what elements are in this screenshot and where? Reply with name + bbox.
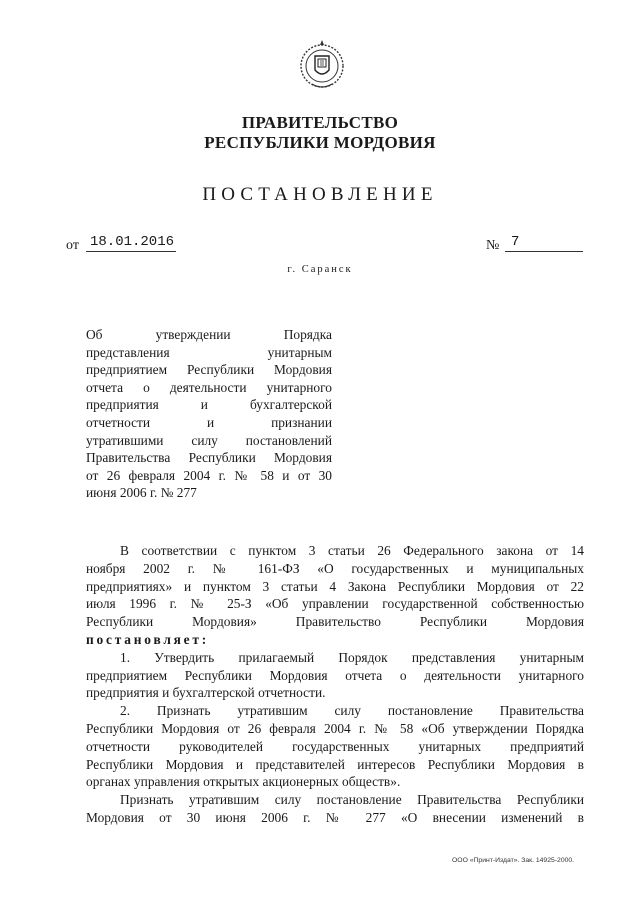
subject-block	[86, 326, 332, 502]
subject-line: утратившими силу постановлений	[86, 432, 332, 448]
subject-line: Об утверждении Порядка	[86, 327, 332, 342]
item-line: Республики Мордовия и представителей интересов Республики Мордовия в	[86, 756, 584, 772]
subject-line: отчета о деятельности унитарного	[86, 379, 332, 395]
item-line: предприятия и бухгалтерской отчетности.	[86, 685, 326, 701]
item-line: предприятием Республики Мордовия отчета о деятельности унитарного	[86, 667, 584, 683]
item-line: Республики Мордовия от 26 февраля 2004 г. № 58 «Об утверждении Порядка	[86, 720, 584, 736]
document-type-title: ПОСТАНОВЛЕНИЕ	[202, 184, 438, 205]
printer-mark: ООО «Принт-Издат». Зак. 14925-2000.	[452, 857, 575, 864]
item-line: 2. Признать утратившим силу постановление Правительства	[120, 703, 584, 719]
subject-line: отчетности и признании	[86, 414, 332, 430]
number-value: 7	[505, 233, 583, 252]
number-label: №	[486, 238, 500, 253]
item-line: Признать утратившим силу постановление Правительства Республики	[120, 792, 584, 808]
item-line: органах управления открытых акционерных обществ».	[86, 774, 401, 790]
paragraph-line: Республики Мордовия» Правительство Республики Мордовия	[86, 614, 584, 630]
paragraph-line: ноября 2002 г. № 161-ФЗ «О государственных и муниципальных	[86, 560, 584, 576]
date-label: от	[66, 238, 79, 253]
coat-of-arms-emblem	[298, 38, 346, 92]
paragraph-line: В соответствии с пунктом 3 статьи 26 Федерального закона от 14	[120, 543, 584, 558]
subject-line: Правительства Республики Мордовия	[86, 450, 332, 466]
subject-line: от 26 февраля 2004 г. № 58 и от 30	[86, 467, 332, 483]
government-title-line2: РЕСПУБЛИКИ МОРДОВИЯ	[204, 133, 436, 152]
body-text	[86, 542, 584, 827]
paragraph-line: предприятиях» и пунктом 3 статьи 4 Закона Республики Мордовия от 22	[86, 578, 584, 594]
date-value: 18.01.2016	[86, 233, 176, 252]
subject-line: июня 2006 г. № 277	[86, 485, 197, 501]
paragraph-line: июля 1996 г. № 25-З «Об управлении государственной собственностью	[86, 596, 584, 612]
item-line: отчетности руководителей государственных унитарных предприятий	[86, 738, 584, 754]
subject-line: представления унитарным	[86, 344, 332, 360]
item-line: Мордовия от 30 июня 2006 г. № 277 «О внесении изменений в	[86, 809, 584, 825]
subject-line: предприятия и бухгалтерской	[86, 397, 332, 413]
decree-word: постановляет:	[86, 631, 210, 647]
item-line: 1. Утвердить прилагаемый Порядок представления унитарным	[120, 649, 584, 665]
city-name: г. Саранск	[287, 264, 353, 275]
government-title-line1: ПРАВИТЕЛЬСТВО	[241, 113, 399, 132]
subject-line: предприятием Республики Мордовия	[86, 362, 332, 378]
